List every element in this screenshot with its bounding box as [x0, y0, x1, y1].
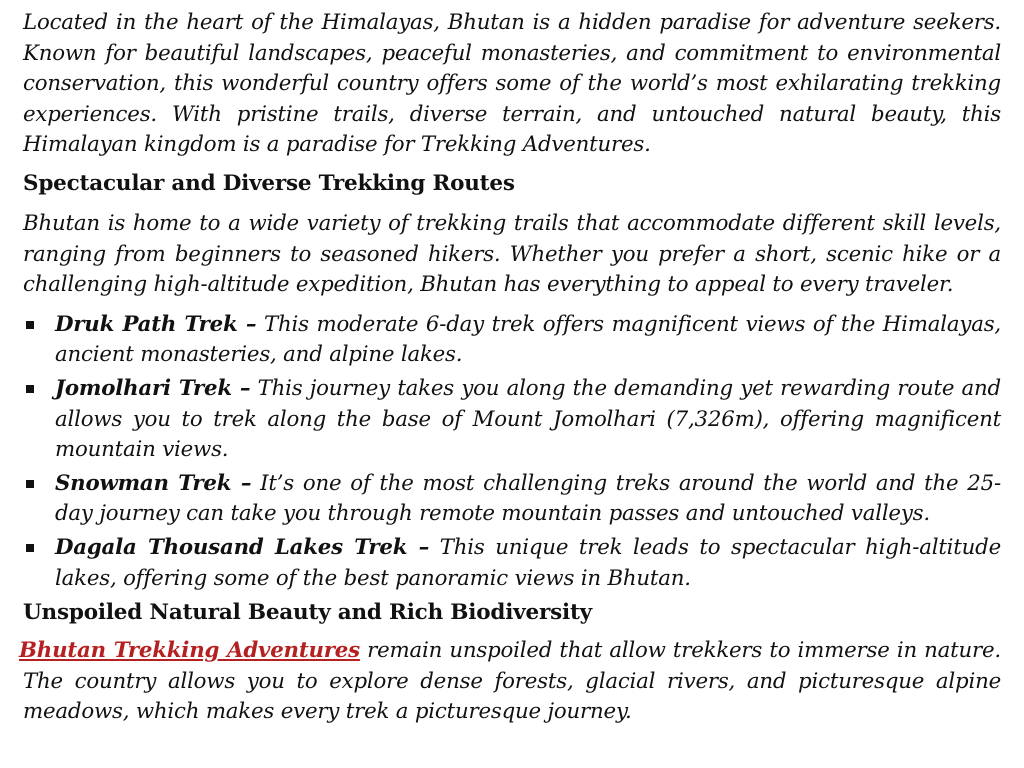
trek-description: This unique trek leads to spectacular high-altitude lakes, offering some of the best panoramic views in Bhutan.: [55, 534, 1001, 591]
trek-name: Dagala Thousand Lakes Trek –: [55, 534, 430, 560]
routes-heading: Spectacular and Diverse Trekking Routes: [23, 170, 515, 196]
beauty-paragraph: [19, 636, 1001, 728]
beauty-body-text: remain unspoiled that allow trekkers to immerse in nature. The country allows you to explore dense forests, glacial rivers, and picturesque alpine meadows, which makes every trek a picturesque journey.: [23, 638, 1001, 725]
trek-list-item: [23, 310, 1001, 371]
trek-list-item: [23, 533, 1001, 594]
trek-name: Snowman Trek –: [55, 470, 252, 496]
square-bullet-icon: [26, 385, 34, 393]
trek-name: Jomolhari Trek –: [55, 375, 251, 401]
routes-intro-paragraph: Bhutan is home to a wide variety of trekking trails that accommodate different skill levels, ranging from beginners to seasoned hikers. Whether you prefer a short, scenic hike or a challenging high-altitude expedition, Bhutan has everything to appeal to every traveler.: [23, 210, 1001, 298]
trek-list: [23, 310, 1001, 594]
trek-list-item: [23, 374, 1001, 466]
trek-description: This journey takes you along the demanding yet rewarding route and allows you to trek along the base of Mount Jomolhari (7,326m), offering magnificent mountain views.: [55, 375, 1001, 463]
trek-description: It’s one of the most challenging treks around the world and the 25-day journey can take you through remote mountain passes and untouched valleys.: [55, 470, 1001, 527]
beauty-heading: Unspoiled Natural Beauty and Rich Biodiversity: [23, 600, 592, 626]
trek-name: Druk Path Trek –: [55, 311, 257, 337]
square-bullet-icon: [26, 480, 34, 488]
square-bullet-icon: [26, 321, 34, 329]
document-page: [19, 8, 1002, 728]
trekking-adventures-link[interactable]: Bhutan Trekking Adventures: [19, 638, 360, 664]
intro-paragraph: Located in the heart of the Himalayas, Bhutan is a hidden paradise for adventure seekers. Known for beautiful landscapes, peaceful monasteries, and commitment to environmental conservation, this wonderful country offers some of the world’s most exhilarating trekking experiences. With pristine trails, diverse terrain, and untouched natural beauty, this Himalayan kingdom is a paradise for Trekking Adventures.: [23, 10, 1001, 158]
square-bullet-icon: [26, 544, 34, 552]
trek-description: This moderate 6-day trek offers magnificent views of the Himalayas, ancient monasteries, and alpine lakes.: [55, 311, 1002, 368]
trek-list-item: [23, 469, 1001, 530]
